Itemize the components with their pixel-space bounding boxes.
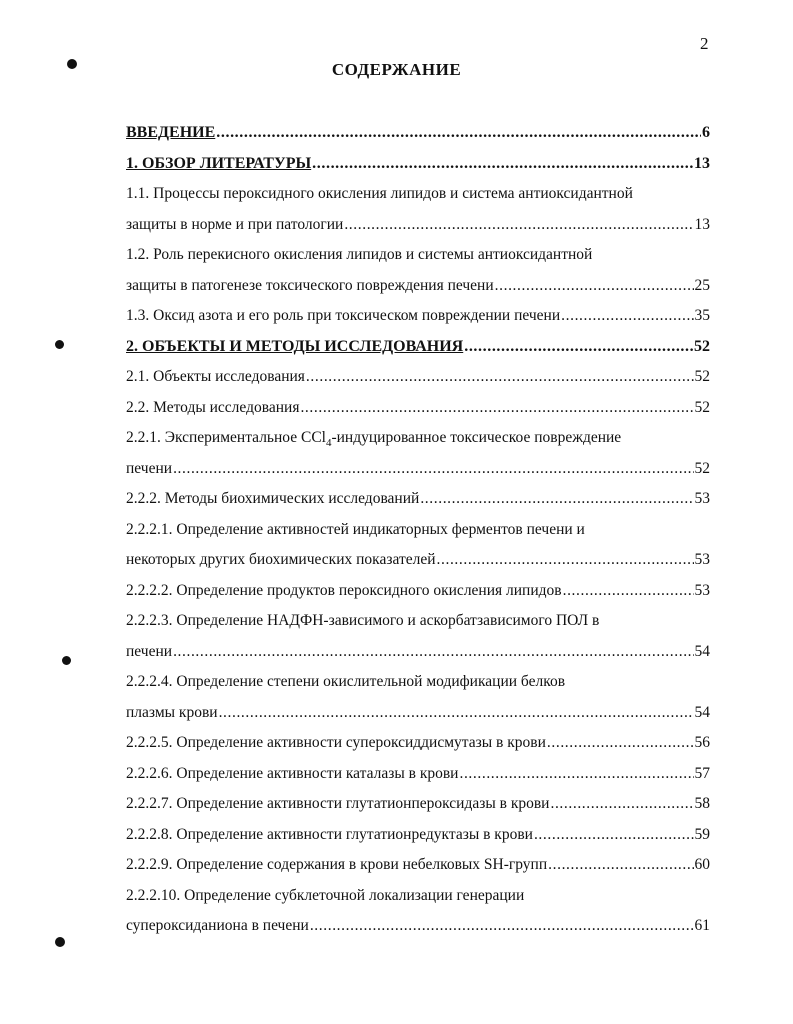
toc-entry-page: 35 — [694, 307, 710, 324]
page-title: СОДЕРЖАНИЕ — [331, 60, 462, 79]
toc-entry-page: 25 — [694, 276, 710, 294]
toc-entry — [126, 637, 710, 668]
toc-entry-title-part: 2.2.1. Экспериментальное CCl — [126, 429, 326, 446]
toc-entry — [126, 911, 710, 942]
dot-leader — [306, 362, 694, 393]
toc-entry — [126, 698, 710, 729]
toc-entry — [126, 423, 710, 454]
toc-entry-title: 2.2.2.1. Определение активностей индикаторных ферментов печени и — [126, 520, 585, 538]
toc-entry — [126, 393, 710, 424]
binding-hole-mark — [55, 340, 64, 349]
toc-entry — [126, 667, 710, 698]
toc-entry-page: 60 — [694, 856, 710, 873]
toc-entry — [126, 149, 710, 180]
dot-leader — [548, 850, 693, 881]
toc-entry — [126, 118, 710, 149]
dot-leader — [173, 637, 693, 668]
toc-entry-title: защиты в патогенезе токсического повреждения печени — [126, 276, 494, 294]
toc-entry-page: 53 — [694, 490, 710, 507]
dot-leader — [437, 545, 694, 576]
toc-entry-title: ВВЕДЕНИЕ — [126, 124, 216, 141]
toc-entry — [126, 759, 710, 790]
dot-leader — [550, 789, 693, 820]
toc-entry-title: плазмы крови — [126, 703, 218, 721]
toc-entry-page: 61 — [694, 917, 710, 934]
toc-entry-page: 52 — [694, 337, 710, 355]
dot-leader — [216, 118, 701, 149]
toc-entry-title: супероксиданиона в печени — [126, 917, 309, 934]
toc-entry-title: печени — [126, 642, 173, 660]
dot-leader — [547, 728, 694, 759]
toc-entry — [126, 545, 710, 576]
binding-hole-mark — [62, 656, 71, 665]
toc-entry-title: печени — [126, 459, 173, 477]
toc-entry — [126, 271, 710, 302]
toc-entry — [126, 210, 710, 241]
toc-entry-title: 2.2.2.10. Определение субклеточной локализации генерации — [126, 886, 525, 904]
toc-entry-title-subscript: 4 — [325, 437, 332, 450]
toc-entry — [126, 850, 710, 881]
toc-entry-title: 2.2.2. Методы биохимических исследований — [126, 490, 420, 507]
dot-leader — [420, 484, 693, 515]
toc-entry-title: 2.2.2.3. Определение НАДФН-зависимого и аскорбатзависимого ПОЛ в — [126, 612, 600, 629]
toc-entry-title — [126, 429, 622, 450]
toc-entry — [126, 789, 710, 820]
dot-leader — [464, 332, 693, 363]
toc-entry — [126, 881, 710, 912]
toc-entry-page: 58 — [694, 795, 710, 812]
toc-entry-title: некоторых других биохимических показателей — [126, 551, 436, 568]
toc-entry-title: 1.3. Оксид азота и его роль при токсическом повреждении печени — [126, 307, 561, 324]
page-number: 2 — [700, 34, 709, 53]
toc-entry-title: 2.1. Объекты исследования — [126, 368, 305, 385]
toc-entry — [126, 728, 710, 759]
toc-entry-page: 52 — [694, 459, 710, 477]
toc-entry-title: 1. ОБЗОР ЛИТЕРАТУРЫ — [126, 154, 312, 172]
toc-entry-page: 56 — [694, 734, 710, 751]
toc-entry-page: 6 — [702, 124, 710, 141]
toc-entry-title-part: -индуцированное токсическое повреждение — [331, 429, 622, 446]
dot-leader — [495, 271, 694, 302]
dot-leader — [344, 210, 693, 241]
binding-hole-mark — [67, 59, 77, 69]
dot-leader — [219, 698, 694, 729]
dot-leader — [561, 301, 693, 332]
toc-entry-page: 54 — [694, 642, 710, 660]
toc-entry-title: 1.1. Процессы пероксидного окисления липидов и система антиоксидантной — [126, 185, 633, 202]
toc-entry-page: 13 — [694, 215, 710, 233]
toc-entry — [126, 454, 710, 485]
dot-leader — [300, 393, 693, 424]
toc-entry — [126, 240, 710, 271]
toc-entry-page: 52 — [694, 368, 710, 385]
toc-entry-title: 2.2.2.8. Определение активности глутатионредуктазы в крови — [126, 825, 533, 843]
toc-entry — [126, 820, 710, 851]
toc-entry-title: 2. ОБЪЕКТЫ И МЕТОДЫ ИССЛЕДОВАНИЯ — [126, 337, 464, 355]
toc-entry-title: защиты в норме и при патологии — [126, 215, 344, 233]
toc-entry — [126, 606, 710, 637]
dot-leader — [563, 576, 694, 607]
toc-entry-title: 2.2.2.4. Определение степени окислительной модификации белков — [126, 673, 566, 690]
toc-entry-page: 53 — [694, 551, 710, 568]
toc-entry-page: 57 — [694, 764, 710, 782]
dot-leader — [173, 454, 693, 485]
toc-entry-title: 2.2.2.5. Определение активности супероксиддисмутазы в крови — [126, 734, 546, 751]
table-of-contents — [126, 118, 710, 942]
dot-leader — [310, 911, 694, 942]
toc-entry-title: 2.2.2.9. Определение содержания в крови небелковых SH-групп — [126, 856, 548, 873]
toc-entry — [126, 484, 710, 515]
dot-leader — [312, 149, 693, 180]
toc-entry-page: 53 — [694, 581, 710, 599]
toc-entry-title: 1.2. Роль перекисного окисления липидов и системы антиоксидантной — [126, 246, 593, 263]
toc-entry — [126, 332, 710, 363]
toc-entry-page: 52 — [694, 398, 710, 416]
toc-entry-page: 13 — [694, 154, 710, 172]
binding-hole-mark — [55, 937, 65, 947]
dot-leader — [459, 759, 693, 790]
toc-entry — [126, 515, 710, 546]
toc-entry — [126, 179, 710, 210]
toc-entry-title: 2.2.2.6. Определение активности каталазы в крови — [126, 764, 459, 782]
toc-entry — [126, 301, 710, 332]
toc-entry — [126, 576, 710, 607]
toc-entry — [126, 362, 710, 393]
toc-entry-title: 2.2. Методы исследования — [126, 398, 300, 416]
dot-leader — [534, 820, 694, 851]
toc-entry-page: 54 — [694, 703, 710, 721]
toc-entry-title: 2.2.2.2. Определение продуктов пероксидного окисления липидов — [126, 581, 562, 599]
toc-entry-title: 2.2.2.7. Определение активности глутатионпероксидазы в крови — [126, 795, 550, 812]
toc-entry-page: 59 — [694, 825, 710, 843]
